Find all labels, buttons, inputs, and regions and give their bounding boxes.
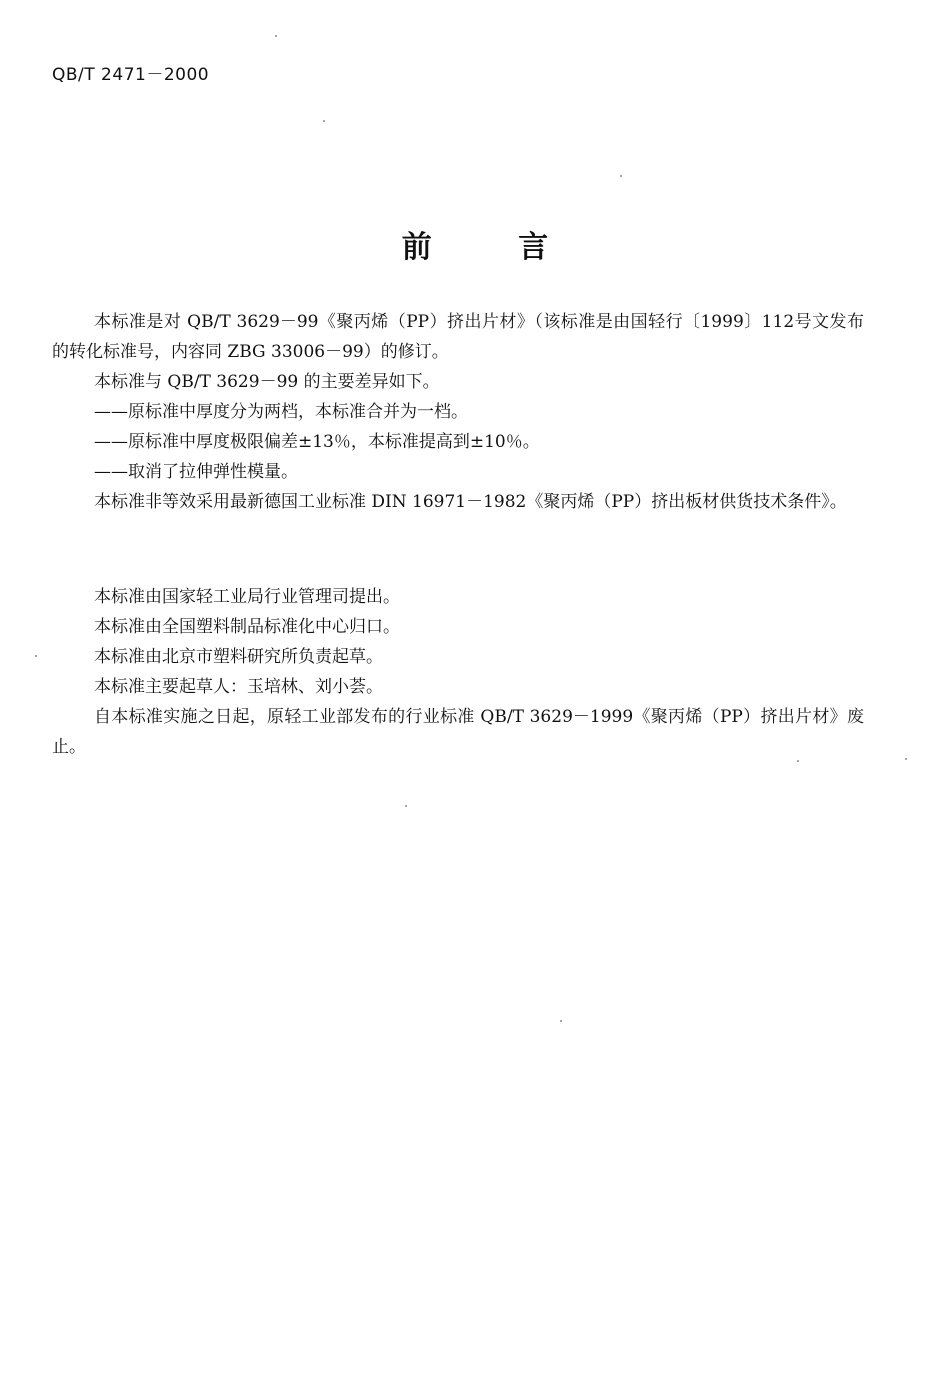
scan-speck (35, 655, 37, 657)
list-item: ——原标准中厚度极限偏差±13％，本标准提高到±10％。 (94, 432, 540, 452)
foreword-section-1 (52, 307, 864, 517)
scan-speck (797, 760, 799, 762)
paragraph-centralized-by: 本标准由全国塑料制品标准化中心归口。 (94, 617, 400, 637)
paragraph-drafted-by: 本标准由北京市塑料研究所负责起草。 (94, 647, 383, 667)
paragraph-differences-intro: 本标准与 QB/T 3629－99 的主要差异如下。 (94, 372, 440, 392)
scan-speck (620, 175, 622, 177)
paragraph-drafters: 本标准主要起草人：玉培林、刘小荟。 (94, 677, 383, 697)
list-item: ——取消了拉伸弹性模量。 (94, 462, 298, 482)
scan-speck (323, 120, 325, 122)
paragraph-revision-note: 本标准是对 QB/T 3629－99《聚丙烯（PP）挤出片材》（该标准是由国轻行〔1999〕112号文发布的转化标准号，内容同 ZBG 33006－99）的修订。 (52, 312, 864, 362)
scan-speck (560, 1020, 562, 1022)
foreword-section-2 (52, 582, 864, 762)
scan-speck (405, 805, 407, 807)
scan-speck (275, 35, 277, 37)
paragraph-din-reference: 本标准非等效采用最新德国工业标准 DIN 16971－1982《聚丙烯（PP）挤出板材供货技术条件》。 (94, 492, 847, 512)
page-title: 前 言 (401, 230, 587, 265)
paragraph-supersedes: 自本标准实施之日起，原轻工业部发布的行业标准 QB/T 3629－1999《聚丙烯（PP）挤出片材》废止。 (52, 707, 864, 757)
paragraph-proposed-by: 本标准由国家轻工业局行业管理司提出。 (94, 587, 400, 607)
scan-speck (905, 758, 907, 760)
list-item: ——原标准中厚度分为两档，本标准合并为一档。 (94, 402, 468, 422)
standard-code-header: QB/T 2471－2000 (52, 65, 210, 85)
